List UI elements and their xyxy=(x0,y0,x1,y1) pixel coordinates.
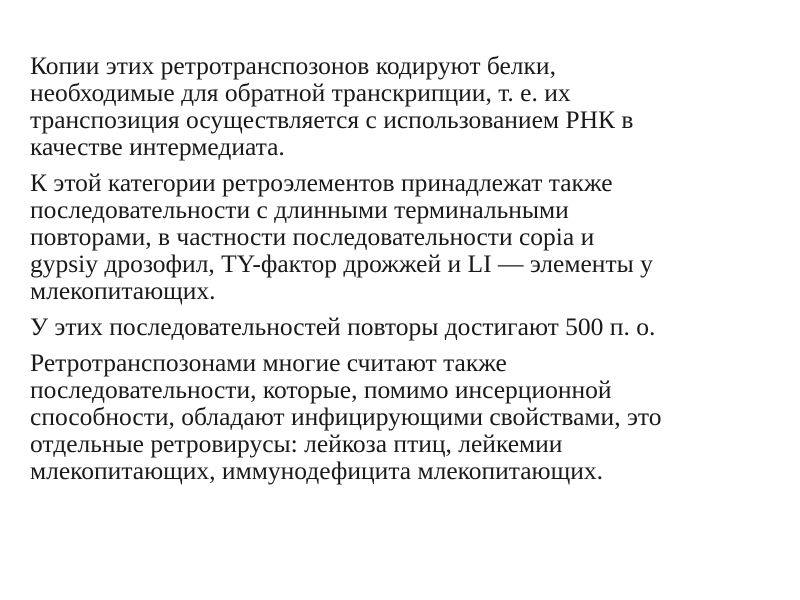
paragraph-2 xyxy=(30,169,792,304)
text-line: gypsiy дрозофил, TY-фактор дрожжей и LI — элементы у xyxy=(30,249,653,278)
text-line: отдельные ретровирусы: лейкоза птиц, лейкемии xyxy=(30,429,563,458)
text-line: Ретротранспозонами многие считают также xyxy=(30,348,507,377)
text-line: транспозиция осуществляется с использованием РНК в xyxy=(30,105,634,134)
paragraph-3 xyxy=(30,313,792,340)
paragraph-1 xyxy=(30,52,792,160)
paragraph-4 xyxy=(30,349,792,484)
text-line: К этой категории ретроэлементов принадлежат также xyxy=(30,168,613,197)
text-line: способности, обладают инфицирующими свойствами, это xyxy=(30,402,662,431)
text-line: необходимые для обратной транскрипции, т. е. их xyxy=(30,78,571,107)
text-line: последовательности с длинными терминальными xyxy=(30,195,569,224)
text-line: повторами, в частности последовательности copia и xyxy=(30,222,595,251)
text-body xyxy=(30,52,792,493)
text-line: последовательности, которые, помимо инсерционной xyxy=(30,375,612,404)
text-line: качестве интермедиата. xyxy=(30,132,285,161)
text-line: Копии этих ретротранспозонов кодируют белки, xyxy=(30,51,556,80)
text-line: млекопитающих, иммунодефицита млекопитающих. xyxy=(30,456,604,485)
text-line: млекопитающих. xyxy=(30,276,216,305)
text-line: У этих последовательностей повторы достигают 500 п. о. xyxy=(30,312,656,341)
